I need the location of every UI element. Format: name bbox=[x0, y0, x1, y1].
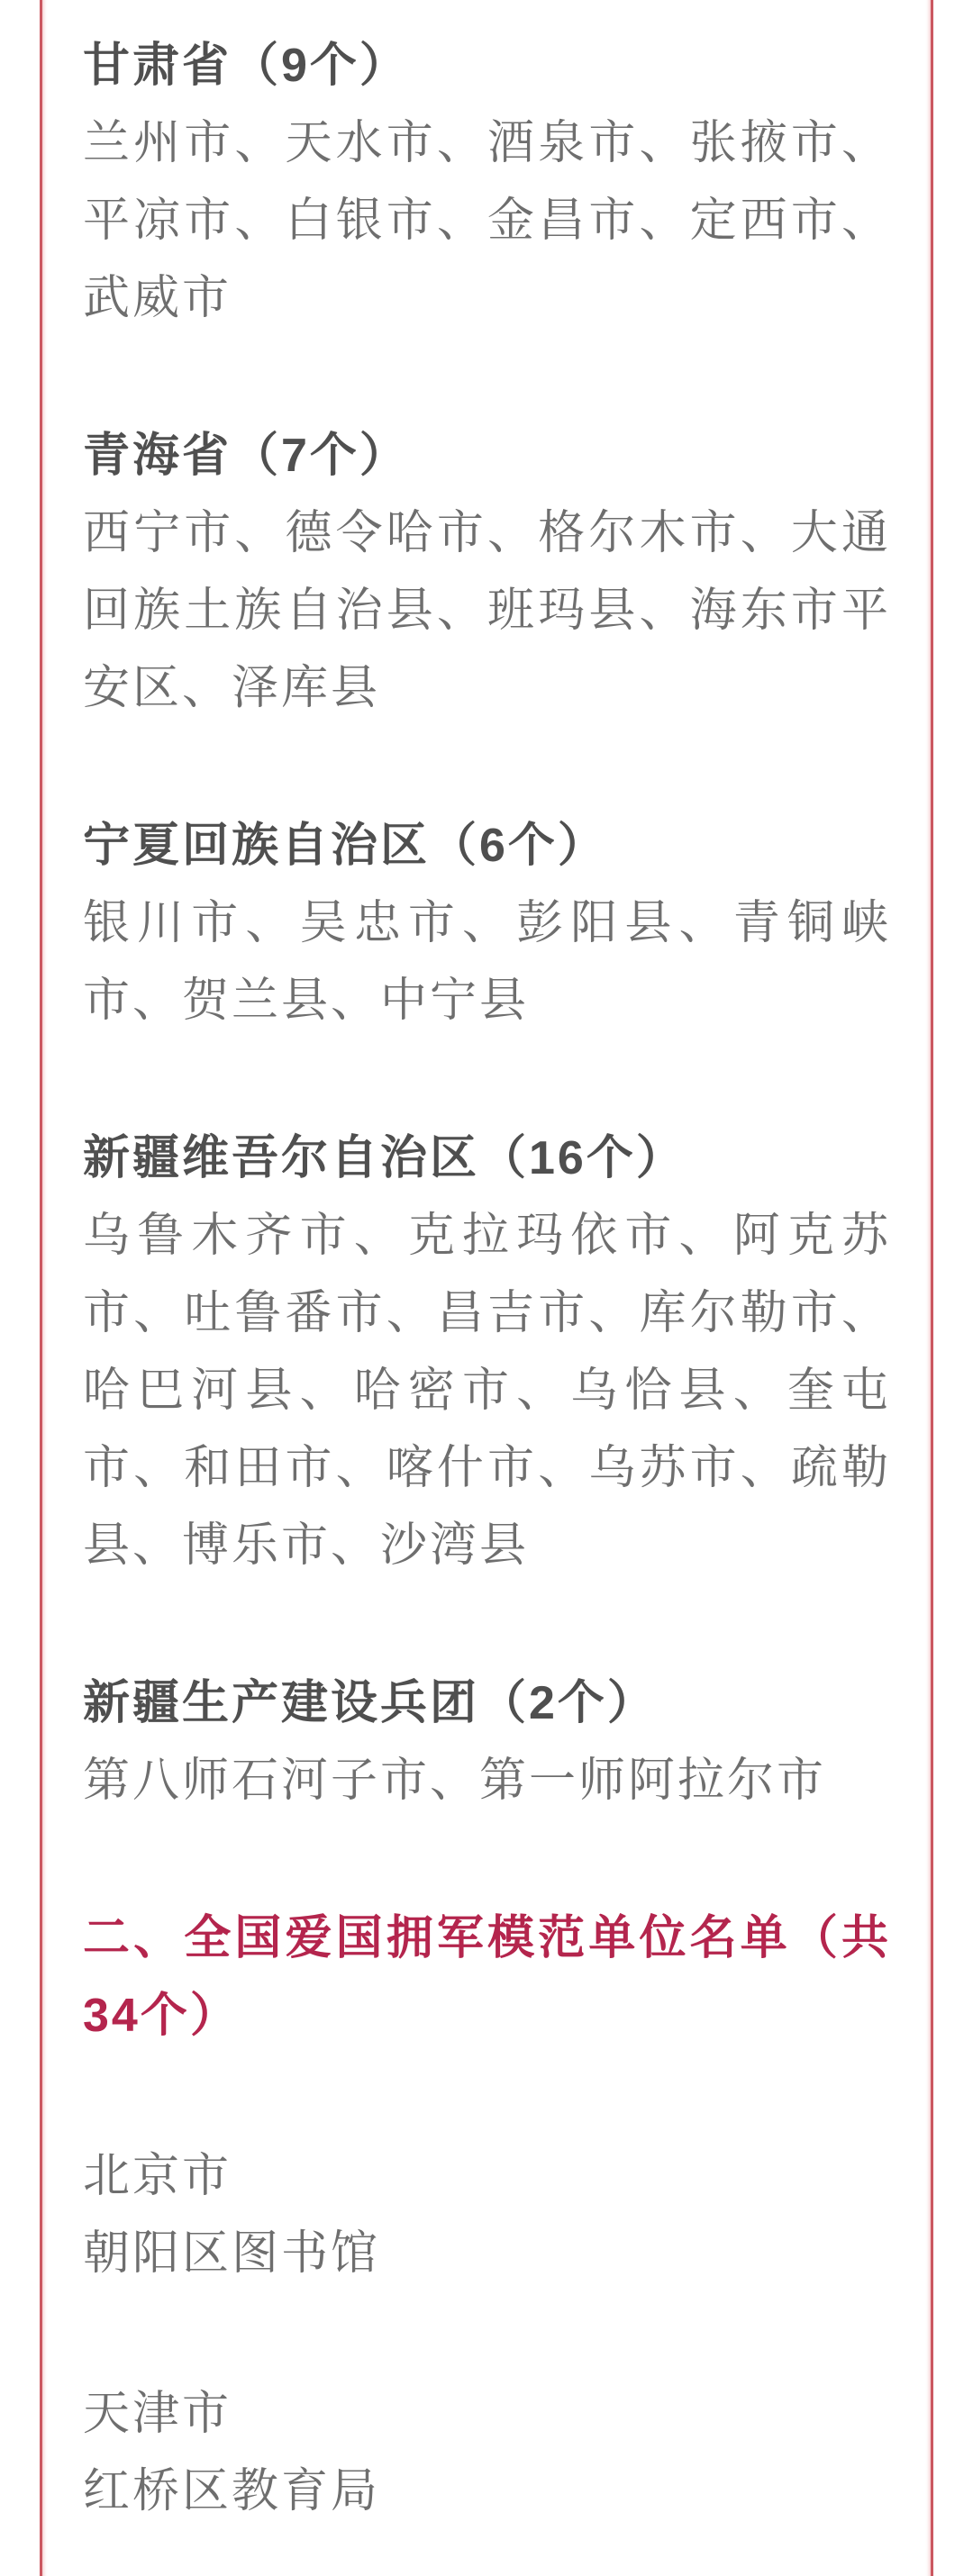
section-cities-gansu: 兰州市、天水市、酒泉市、张掖市、平凉市、白银市、金昌市、定西市、武威市 bbox=[83, 117, 891, 324]
section-cities-ningxia: 银川市、吴忠市、彭阳县、青铜峡市、贺兰县、中宁县 bbox=[83, 897, 891, 1027]
section-ningxia bbox=[83, 807, 891, 1039]
unit-entry-tianjin bbox=[83, 2375, 891, 2530]
section-title-xinjiang: 新疆维吾尔自治区（16个） bbox=[83, 1132, 686, 1184]
section-cities-xinjiang: 乌鲁木齐市、克拉玛依市、阿克苏市、吐鲁番市、昌吉市、库尔勒市、哈巴河县、哈密市、乌恰县、奎屯市、和田市、喀什市、乌苏市、疏勒县、博乐市、沙湾县 bbox=[83, 1210, 891, 1572]
section-bingtuan bbox=[83, 1664, 891, 1819]
unit-entry-region: 北京市 bbox=[83, 2150, 232, 2202]
section-qinghai bbox=[83, 417, 891, 727]
section-cities-bingtuan: 第八师石河子市、第一师阿拉尔市 bbox=[83, 1755, 827, 1807]
model-units-list-heading: 二、全国爱国拥军模范单位名单（共34个） bbox=[83, 1912, 891, 2042]
section-cities-qinghai: 西宁市、德令哈市、格尔木市、大通回族土族自治县、班玛县、海东市平安区、泽库县 bbox=[83, 507, 891, 714]
section-xinjiang bbox=[83, 1120, 891, 1584]
unit-entry-beijing bbox=[83, 2137, 891, 2292]
article-content bbox=[42, 0, 931, 2530]
unit-entry-name: 朝阳区图书馆 bbox=[83, 2227, 381, 2280]
section-title-bingtuan: 新疆生产建设兵团（2个） bbox=[83, 1677, 657, 1729]
section-gansu bbox=[83, 27, 891, 337]
section-title-gansu: 甘肃省（9个） bbox=[83, 40, 409, 92]
section-title-ningxia: 宁夏回族自治区（6个） bbox=[83, 820, 607, 872]
unit-entry-region: 天津市 bbox=[83, 2388, 232, 2440]
unit-entry-name: 红桥区教育局 bbox=[83, 2465, 381, 2517]
section-title-qinghai: 青海省（7个） bbox=[83, 430, 409, 482]
